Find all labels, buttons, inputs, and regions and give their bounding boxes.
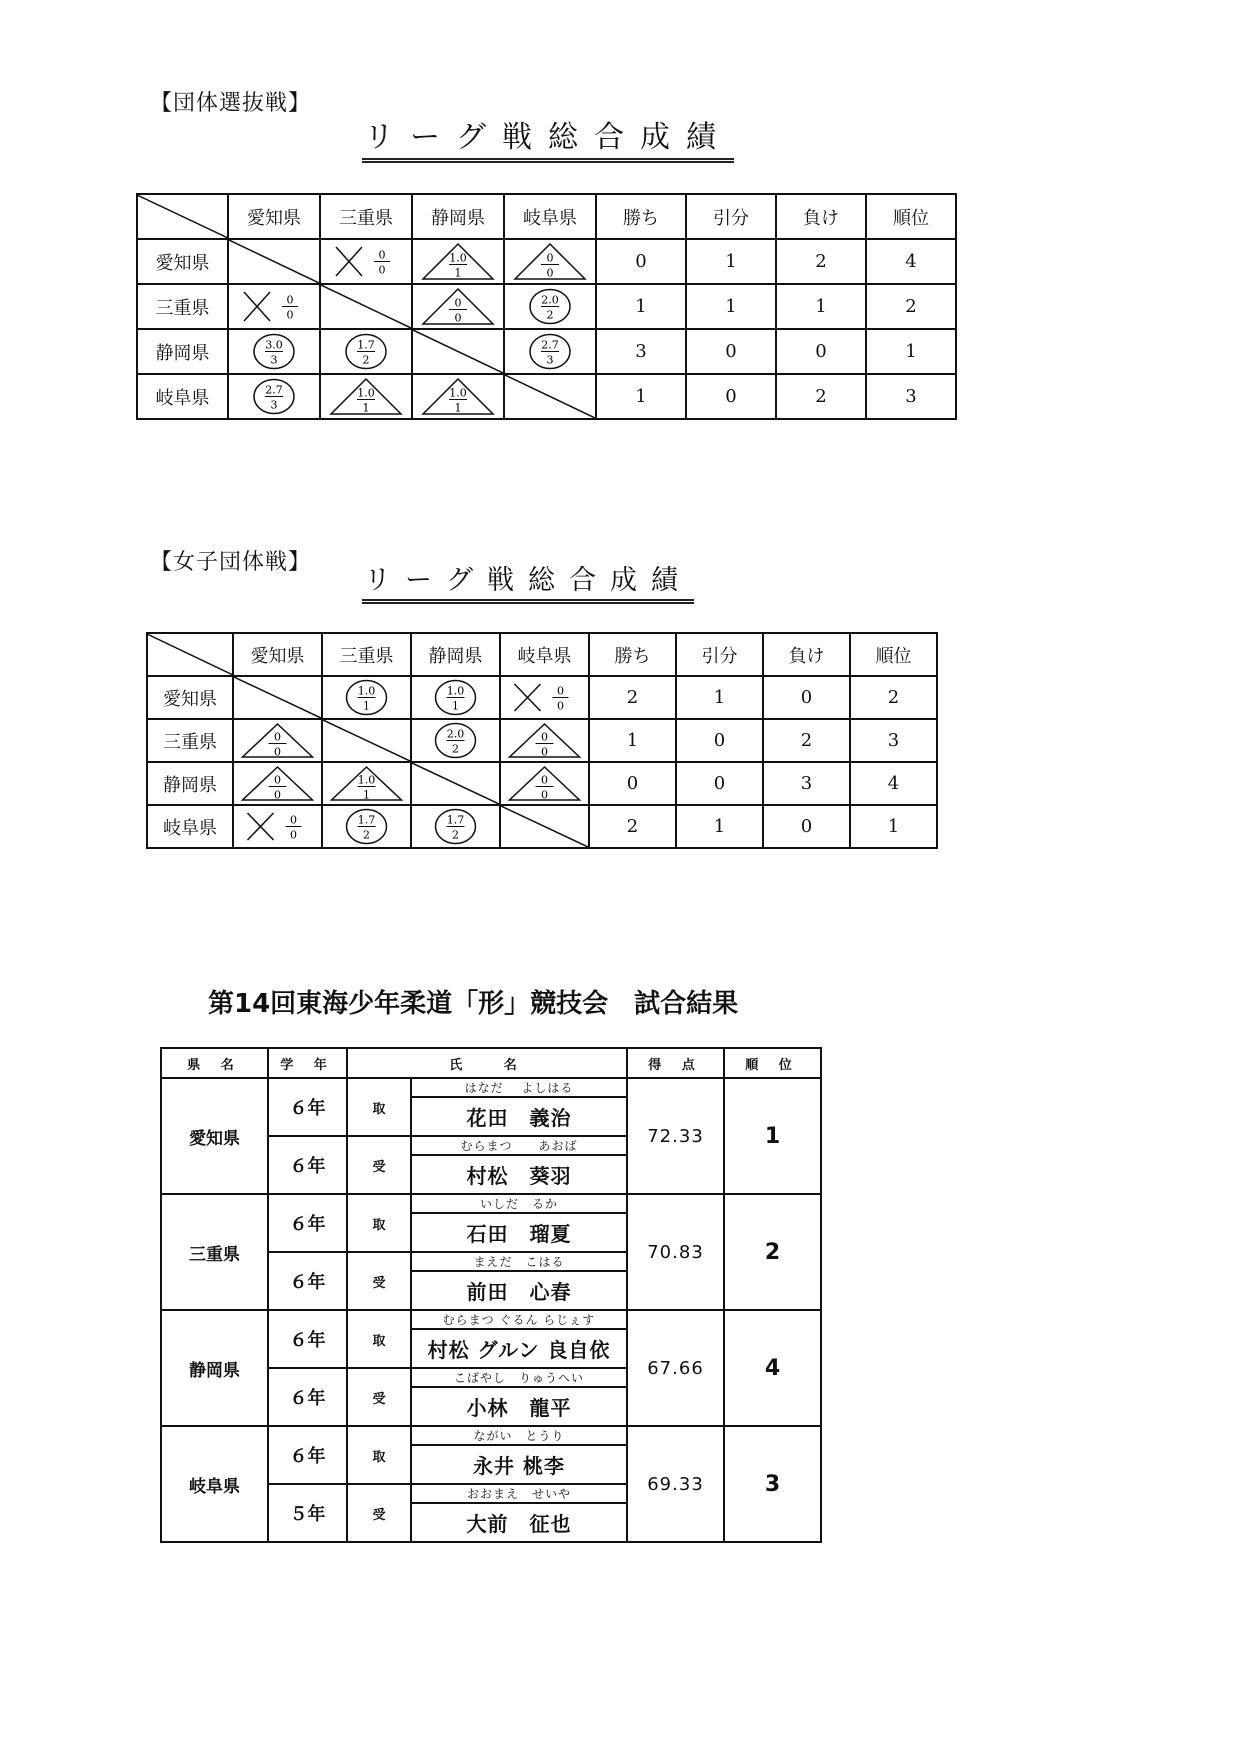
score-bottom: 3	[270, 398, 278, 412]
role: 取	[347, 1426, 411, 1484]
result-triangle-mark	[321, 375, 411, 418]
rank-count: 4	[866, 239, 956, 284]
match-result-cell	[228, 284, 320, 329]
role: 取	[347, 1194, 411, 1252]
match-result-cell	[500, 719, 589, 762]
score-top: 0	[546, 251, 554, 265]
furigana: まえだ こはる	[411, 1252, 627, 1271]
win-count: 2	[589, 676, 676, 719]
corner-cell	[137, 194, 228, 239]
rank-count: 3	[866, 374, 956, 419]
result-x-mark	[234, 806, 321, 847]
furigana: むらまつ ぐるん らじぇす	[411, 1310, 627, 1329]
rank-count: 3	[850, 719, 937, 762]
header-grade: 学 年	[268, 1048, 347, 1078]
win-count: 1	[596, 374, 686, 419]
score-top: 1.0	[357, 773, 376, 787]
score-top: 0	[274, 730, 281, 744]
draw-count: 1	[676, 676, 763, 719]
score-top: 2.0	[446, 727, 465, 741]
team-row	[137, 284, 956, 329]
self-match-cell	[228, 239, 320, 284]
competitor-name: 村松 葵羽	[411, 1155, 627, 1194]
result-circle-mark	[321, 330, 411, 373]
score: 69.33	[627, 1426, 724, 1542]
header-name: 氏 名	[347, 1048, 627, 1078]
member-row	[161, 1078, 821, 1097]
team-row	[147, 719, 937, 762]
match-result-cell	[228, 329, 320, 374]
role: 取	[347, 1078, 411, 1136]
self-match-cell	[322, 719, 411, 762]
win-count: 2	[589, 805, 676, 848]
match-result-cell	[504, 284, 596, 329]
team-row	[147, 676, 937, 719]
match-result-cell	[233, 719, 322, 762]
score-bottom: 2	[452, 742, 459, 756]
score-bottom: 0	[274, 745, 281, 759]
match-result-cell	[320, 329, 412, 374]
draw-count: 0	[686, 329, 776, 374]
match-result-cell	[320, 374, 412, 419]
grade: ６年	[268, 1310, 347, 1368]
loss-count: 1	[776, 284, 866, 329]
result-circle-mark	[323, 806, 410, 847]
score-bottom: 1	[454, 401, 462, 415]
furigana: こばやし りゅうへい	[411, 1368, 627, 1387]
kata-results-table	[160, 1047, 822, 1543]
column-header: 順位	[850, 633, 937, 676]
score-bottom: 0	[557, 699, 564, 713]
score-top: 0	[541, 773, 548, 787]
role: 受	[347, 1368, 411, 1426]
kata-title: 第14回東海少年柔道「形」競技会 試合結果	[208, 989, 739, 1019]
result-triangle-mark	[413, 285, 503, 328]
team-name: 愛知県	[137, 239, 228, 284]
result-circle-mark	[323, 677, 410, 718]
draw-count: 0	[676, 762, 763, 805]
score-bottom: 2	[452, 828, 459, 842]
match-result-cell	[322, 676, 411, 719]
loss-count: 2	[776, 239, 866, 284]
score-bottom: 2	[363, 828, 370, 842]
team-name: 三重県	[137, 284, 228, 329]
rank: 4	[724, 1310, 821, 1426]
score-bottom: 1	[452, 699, 459, 713]
match-result-cell	[412, 284, 504, 329]
score-bottom: 2	[362, 353, 370, 367]
score-top: 3.0	[265, 338, 283, 352]
result-circle-mark	[229, 330, 319, 373]
score-bottom: 2	[546, 308, 554, 322]
result-x-mark	[229, 285, 319, 328]
prefecture-name: 三重県	[161, 1194, 268, 1310]
match-result-cell	[412, 239, 504, 284]
prefecture-name: 岐阜県	[161, 1426, 268, 1542]
column-header: 順位	[866, 194, 956, 239]
competitor-name: 永井 桃李	[411, 1445, 627, 1484]
team-name: 岐阜県	[137, 374, 228, 419]
grade: ６年	[268, 1426, 347, 1484]
draw-count: 0	[676, 719, 763, 762]
draw-count: 1	[686, 284, 776, 329]
result-triangle-mark	[505, 240, 595, 283]
column-header: 三重県	[322, 633, 411, 676]
score-bottom: 1	[454, 266, 462, 280]
league-title-selection: リーグ戦総合成績	[362, 112, 734, 163]
score-bottom: 0	[378, 263, 386, 277]
score: 70.83	[627, 1194, 724, 1310]
furigana: ながい とうり	[411, 1426, 627, 1445]
score-top: 0	[541, 730, 548, 744]
result-triangle-mark	[501, 763, 588, 804]
header-pref: 県 名	[161, 1048, 268, 1078]
win-count: 0	[596, 239, 686, 284]
furigana: おおまえ せいや	[411, 1484, 627, 1503]
competitor-name: 石田 瑠夏	[411, 1213, 627, 1252]
match-result-cell	[411, 805, 500, 848]
furigana: いしだ るか	[411, 1194, 627, 1213]
win-count: 1	[589, 719, 676, 762]
score-bottom: 0	[286, 308, 294, 322]
match-result-cell	[233, 805, 322, 848]
header-rank: 順 位	[724, 1048, 821, 1078]
grade: ６年	[268, 1252, 347, 1310]
self-match-cell	[320, 284, 412, 329]
score-top: 1.7	[446, 813, 465, 827]
score-top: 1.7	[357, 338, 375, 352]
prefecture-name: 愛知県	[161, 1078, 268, 1194]
score-top: 1.0	[449, 251, 467, 265]
score-bottom: 1	[362, 401, 370, 415]
team-row	[137, 329, 956, 374]
score-bottom: 0	[541, 788, 548, 802]
column-header: 静岡県	[411, 633, 500, 676]
win-count: 1	[596, 284, 686, 329]
result-triangle-mark	[234, 720, 321, 761]
score-bottom: 0	[454, 311, 462, 325]
score-bottom: 0	[290, 828, 297, 842]
role: 受	[347, 1136, 411, 1194]
rank: 1	[724, 1078, 821, 1194]
match-result-cell	[322, 805, 411, 848]
result-x-mark	[321, 240, 411, 283]
score-top: 0	[286, 293, 294, 307]
role: 取	[347, 1310, 411, 1368]
column-header: 勝ち	[596, 194, 686, 239]
score-top: 1.0	[357, 684, 376, 698]
team-name: 岐阜県	[147, 805, 233, 848]
grade: ６年	[268, 1194, 347, 1252]
column-header: 三重県	[320, 194, 412, 239]
match-result-cell	[500, 762, 589, 805]
role: 受	[347, 1484, 411, 1542]
rank-count: 2	[866, 284, 956, 329]
column-header: 引分	[686, 194, 776, 239]
score-bottom: 3	[270, 353, 278, 367]
loss-count: 2	[763, 719, 850, 762]
score-bottom: 1	[363, 788, 370, 802]
competitor-name: 小林 龍平	[411, 1387, 627, 1426]
result-circle-mark	[412, 720, 499, 761]
draw-count: 1	[676, 805, 763, 848]
result-triangle-mark	[323, 763, 410, 804]
result-circle-mark	[412, 806, 499, 847]
result-circle-mark	[229, 375, 319, 418]
rank: 2	[724, 1194, 821, 1310]
rank-count: 4	[850, 762, 937, 805]
match-result-cell	[233, 762, 322, 805]
furigana: はなだ よしはる	[411, 1078, 627, 1097]
corner-cell	[147, 633, 233, 676]
score-top: 1.7	[357, 813, 376, 827]
team-name: 三重県	[147, 719, 233, 762]
result-triangle-mark	[413, 240, 503, 283]
result-x-mark	[501, 677, 588, 718]
match-result-cell	[504, 239, 596, 284]
score-top: 0	[378, 248, 386, 262]
grade: ６年	[268, 1078, 347, 1136]
competitor-name: 村松 グルン 良自依	[411, 1329, 627, 1368]
team-row	[147, 805, 937, 848]
column-header: 岐阜県	[504, 194, 596, 239]
score-top: 0	[274, 773, 281, 787]
match-result-cell	[411, 719, 500, 762]
self-match-cell	[412, 329, 504, 374]
grade: ６年	[268, 1136, 347, 1194]
score: 72.33	[627, 1078, 724, 1194]
loss-count: 0	[776, 329, 866, 374]
score-top: 2.7	[541, 338, 559, 352]
team-name: 愛知県	[147, 676, 233, 719]
match-result-cell	[228, 374, 320, 419]
score-bottom: 3	[546, 353, 554, 367]
rank-count: 1	[866, 329, 956, 374]
role: 受	[347, 1252, 411, 1310]
team-name: 静岡県	[137, 329, 228, 374]
match-result-cell	[322, 762, 411, 805]
self-match-cell	[233, 676, 322, 719]
draw-count: 0	[686, 374, 776, 419]
score-top: 1.0	[446, 684, 465, 698]
league-table-selection	[136, 193, 957, 420]
score-top: 1.0	[357, 386, 375, 400]
score-top: 0	[290, 813, 297, 827]
column-header: 勝ち	[589, 633, 676, 676]
score-top: 2.7	[265, 383, 283, 397]
team-name: 静岡県	[147, 762, 233, 805]
member-row	[161, 1310, 821, 1329]
score-top: 1.0	[449, 386, 467, 400]
column-header: 引分	[676, 633, 763, 676]
result-triangle-mark	[234, 763, 321, 804]
header-score: 得 点	[627, 1048, 724, 1078]
match-result-cell	[500, 676, 589, 719]
team-row	[137, 239, 956, 284]
result-circle-mark	[412, 677, 499, 718]
match-result-cell	[504, 329, 596, 374]
self-match-cell	[500, 805, 589, 848]
result-triangle-mark	[413, 375, 503, 418]
column-header: 負け	[776, 194, 866, 239]
win-count: 0	[589, 762, 676, 805]
member-row	[161, 1426, 821, 1445]
loss-count: 0	[763, 805, 850, 848]
match-result-cell	[320, 239, 412, 284]
result-circle-mark	[505, 285, 595, 328]
score: 67.66	[627, 1310, 724, 1426]
column-header: 愛知県	[228, 194, 320, 239]
self-match-cell	[411, 762, 500, 805]
result-circle-mark	[505, 330, 595, 373]
section-label-selection: 【団体選抜戦】	[150, 91, 312, 116]
loss-count: 2	[776, 374, 866, 419]
result-triangle-mark	[501, 720, 588, 761]
grade: ６年	[268, 1368, 347, 1426]
prefecture-name: 静岡県	[161, 1310, 268, 1426]
rank-count: 2	[850, 676, 937, 719]
furigana: むらまつ あおば	[411, 1136, 627, 1155]
score-bottom: 0	[274, 788, 281, 802]
score-bottom: 0	[541, 745, 548, 759]
team-row	[137, 374, 956, 419]
team-row	[147, 762, 937, 805]
league-title-women: リーグ戦総合成績	[362, 558, 694, 604]
self-match-cell	[504, 374, 596, 419]
rank: 3	[724, 1426, 821, 1542]
score-top: 0	[557, 684, 564, 698]
competitor-name: 花田 義治	[411, 1097, 627, 1136]
column-header: 負け	[763, 633, 850, 676]
competitor-name: 大前 征也	[411, 1503, 627, 1542]
league-table-women	[146, 632, 938, 849]
competitor-name: 前田 心春	[411, 1271, 627, 1310]
rank-count: 1	[850, 805, 937, 848]
loss-count: 0	[763, 676, 850, 719]
score-bottom: 1	[363, 699, 370, 713]
loss-count: 3	[763, 762, 850, 805]
draw-count: 1	[686, 239, 776, 284]
win-count: 3	[596, 329, 686, 374]
section-label-women: 【女子団体戦】	[150, 550, 312, 575]
column-header: 静岡県	[412, 194, 504, 239]
match-result-cell	[412, 374, 504, 419]
column-header: 愛知県	[233, 633, 322, 676]
score-top: 2.0	[541, 293, 559, 307]
grade: ５年	[268, 1484, 347, 1542]
match-result-cell	[411, 676, 500, 719]
score-bottom: 0	[546, 266, 554, 280]
member-row	[161, 1194, 821, 1213]
score-top: 0	[454, 296, 462, 310]
column-header: 岐阜県	[500, 633, 589, 676]
